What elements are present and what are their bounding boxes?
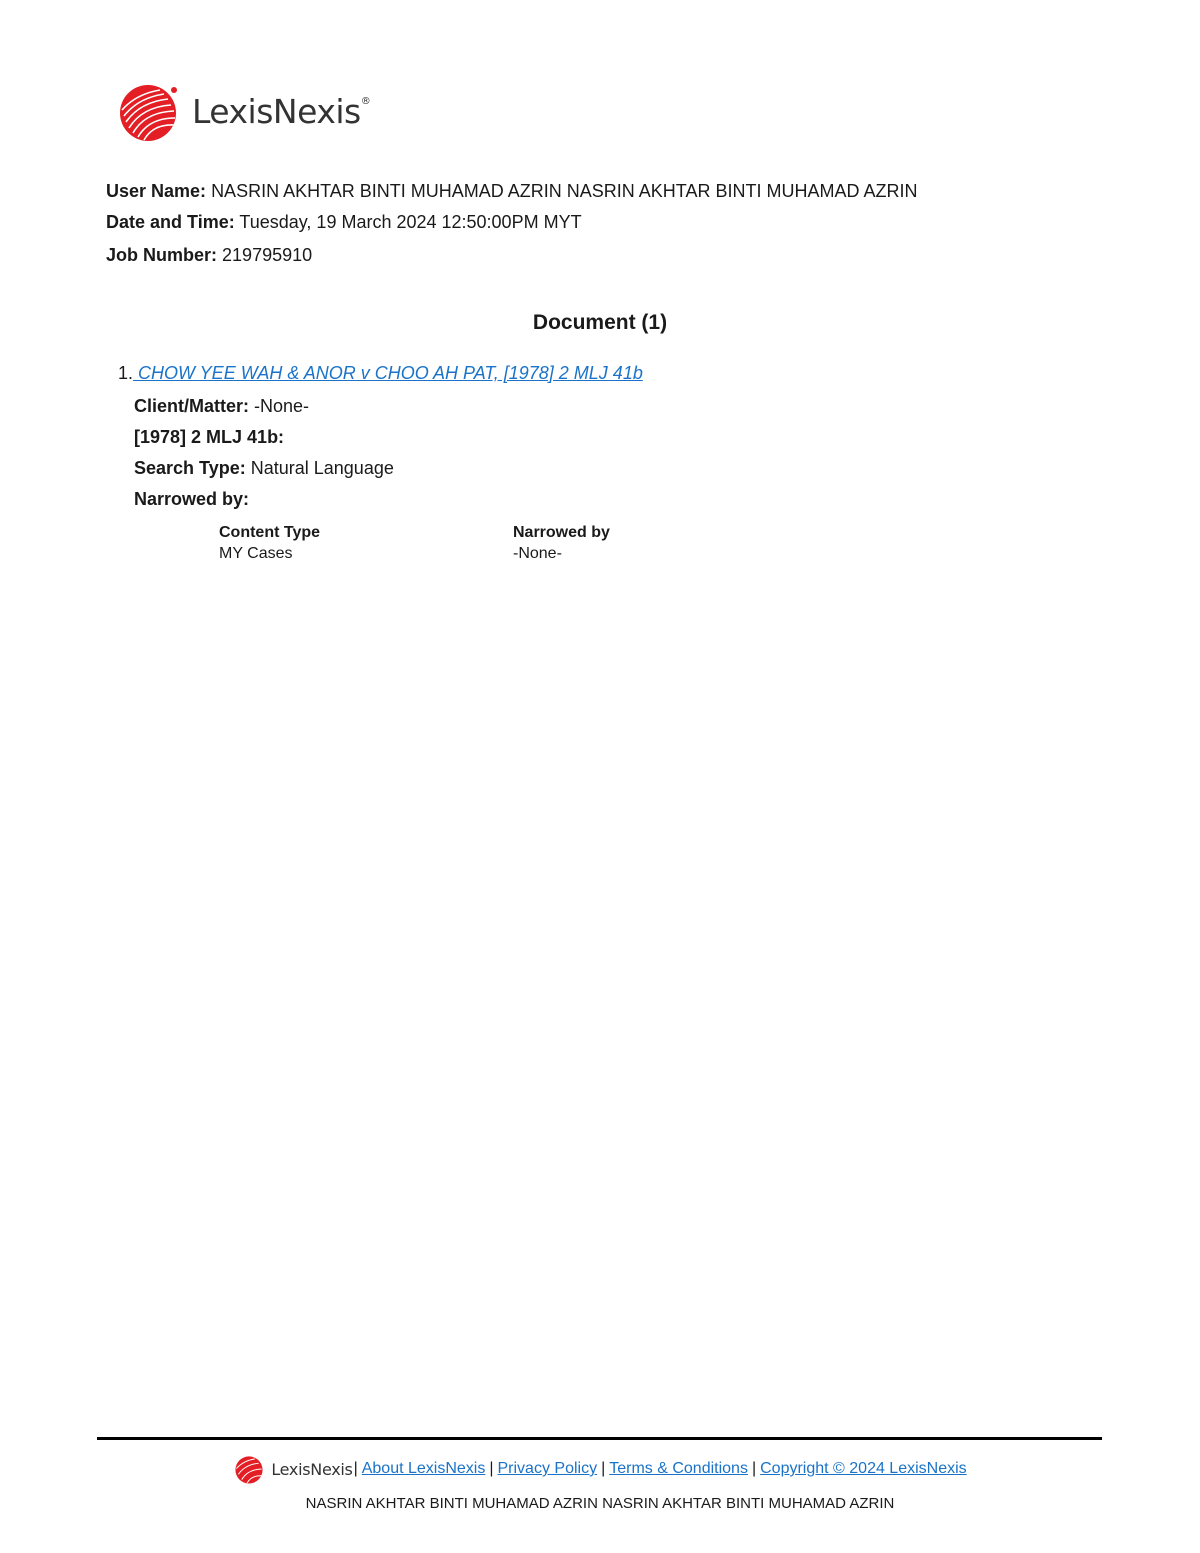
footer-logo-wordmark: LexisNexis [271, 1459, 353, 1479]
client-matter-value: -None- [254, 396, 310, 416]
copyright-link[interactable]: Copyright © 2024 LexisNexis [760, 1460, 967, 1477]
narrowed-by-value: -None- [513, 545, 562, 562]
footer-user-name: NASRIN AKHTAR BINTI MUHAMAD AZRIN NASRIN AKHTAR BINTI MUHAMAD AZRIN [305, 1495, 895, 1512]
date-time-label: Date and Time: [106, 212, 235, 232]
privacy-policy-link[interactable]: Privacy Policy [497, 1460, 598, 1477]
lexisnexis-knowledge-burst-icon [116, 80, 180, 142]
user-name-value: NASRIN AKHTAR BINTI MUHAMAD AZRIN NASRIN AKHTAR BINTI MUHAMAD AZRIN [211, 181, 918, 201]
narrowed-by-header: Narrowed by [513, 524, 610, 541]
footer-links [0, 1454, 1200, 1484]
user-name-row [106, 181, 917, 201]
lexisnexis-logo [116, 80, 370, 142]
document-heading: Document (1) [532, 311, 668, 334]
footer-lexisnexis-icon [233, 1454, 265, 1484]
logo-wordmark: LexisNexis® [192, 91, 371, 131]
result-title-link[interactable]: CHOW YEE WAH & ANOR v CHOO AH PAT, [1978] 2 MLJ 41b [133, 363, 643, 383]
citation-label: [1978] 2 MLJ 41b: [134, 427, 285, 447]
footer-separator: | [353, 1460, 358, 1477]
content-type-value: MY Cases [219, 545, 293, 562]
search-type-row [134, 458, 394, 479]
about-lexisnexis-link[interactable]: About LexisNexis [361, 1460, 486, 1477]
footer-separator: | [601, 1460, 606, 1477]
terms-conditions-link[interactable]: Terms & Conditions [609, 1460, 748, 1477]
search-type-label: Search Type: [134, 458, 246, 478]
narrowed-by-column [513, 522, 610, 564]
footer-separator: | [489, 1460, 494, 1477]
client-matter-label: Client/Matter: [134, 396, 250, 416]
job-number-row [106, 245, 312, 265]
footer-separator: | [751, 1460, 757, 1477]
narrowed-by-row [134, 489, 249, 510]
content-type-column [219, 522, 320, 564]
search-type-value: Natural Language [250, 458, 394, 478]
result-item [118, 363, 643, 384]
job-number-label: Job Number: [106, 245, 218, 265]
content-type-header: Content Type [219, 524, 321, 541]
narrowed-by-label: Narrowed by: [134, 489, 250, 509]
citation-row [134, 427, 284, 448]
user-name-label: User Name: [106, 181, 207, 201]
job-number-value: 219795910 [222, 245, 313, 265]
client-matter-row [134, 396, 309, 417]
result-index: 1. [118, 363, 134, 383]
date-time-value: Tuesday, 19 March 2024 12:50:00PM MYT [239, 212, 582, 232]
date-time-row [106, 212, 582, 232]
footer-divider [97, 1437, 1102, 1440]
